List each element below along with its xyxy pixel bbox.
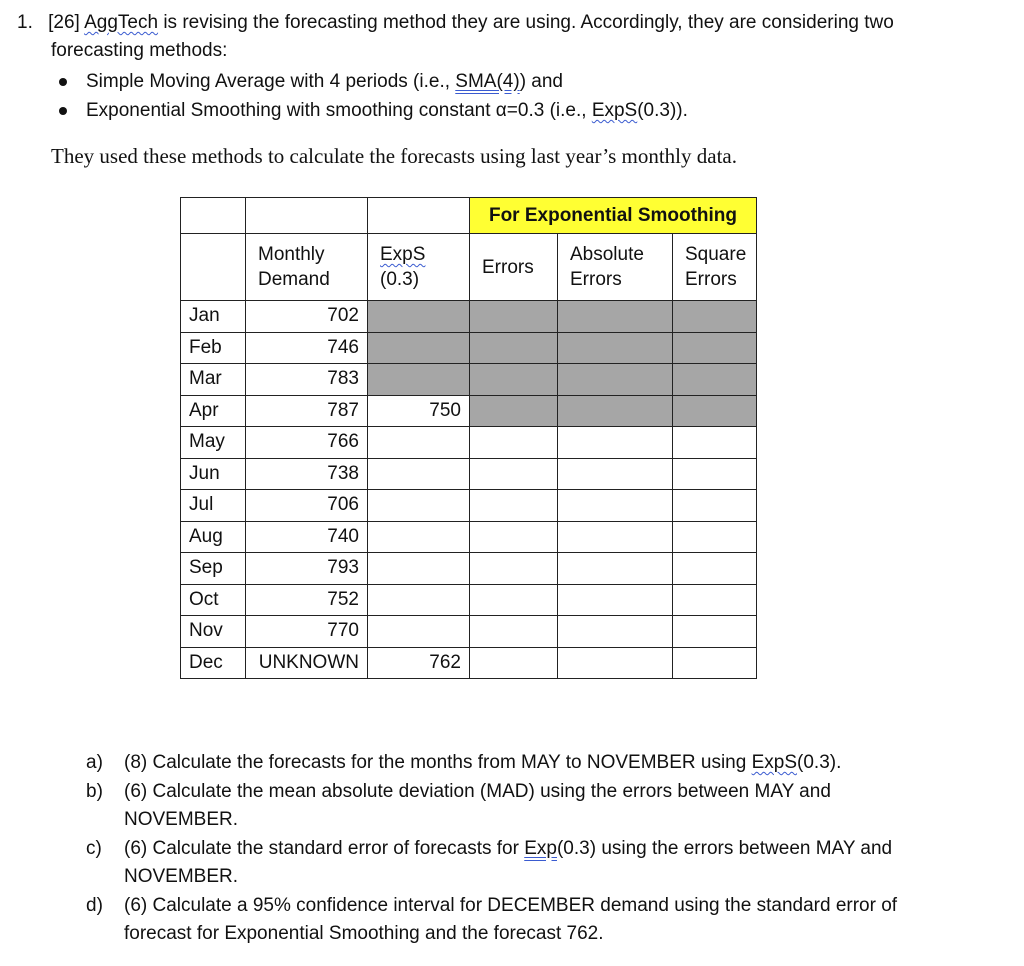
month-cell: May [181,427,246,459]
sq-error-cell [673,301,757,333]
bullet-sma-suffix: ) and [519,71,563,92]
question-intro-line2: forecasting methods: [51,40,228,61]
exps-header-line2: (0.3) [380,269,420,290]
question-intro: is revising the forecasting method they are using. Accordingly, they are considering two [163,12,894,33]
exps-cell [368,584,470,616]
exp-smoothing-group-header: For Exponential Smoothing [470,198,757,234]
abs-errors-header-line1: Absolute [570,244,644,265]
part-a-label: a) [86,752,103,773]
error-cell [470,332,558,364]
blank-cell [246,198,368,234]
exps-cell [368,616,470,648]
question-header [17,10,894,36]
exps-code: ExpS [591,100,638,121]
abs-error-cell [558,458,673,490]
exps-cell [368,458,470,490]
table-row [181,332,757,364]
demand-header [246,234,368,301]
table-row [181,553,757,585]
part-d [86,892,986,948]
sq-error-cell [673,647,757,679]
sub-questions [86,749,986,949]
part-c [86,835,986,891]
sq-errors-header [673,234,757,301]
month-cell: Oct [181,584,246,616]
table-row [181,490,757,522]
abs-error-cell [558,332,673,364]
part-b-line2: NOVEMBER. [124,809,239,830]
table-row [181,427,757,459]
part-b-line1: (6) Calculate the mean absolute deviation (MAD) using the errors between MAY and [124,781,831,802]
part-a [86,749,986,777]
month-cell: Dec [181,647,246,679]
error-cell [470,301,558,333]
abs-error-cell [558,427,673,459]
data-sentence: They used these methods to calculate the forecasts using last year’s monthly data. [51,144,737,168]
abs-error-cell [558,647,673,679]
demand-header-line1: Monthly [258,244,325,265]
error-cell [470,427,558,459]
exps-cell: 750 [368,395,470,427]
error-cell [470,490,558,522]
part-c-label: c) [86,838,102,859]
table-row [181,395,757,427]
exps-cell [368,364,470,396]
month-cell: Mar [181,364,246,396]
abs-error-cell [558,553,673,585]
error-cell [470,364,558,396]
bullet-sma [86,69,563,95]
sma-code: SMA(4) [455,71,520,92]
bullet-exps-text: Exponential Smoothing with smoothing constant α=0.3 (i.e., [86,100,592,121]
part-c-text: (6) Calculate the standard error of forecasts for [124,838,525,859]
sq-error-cell [673,616,757,648]
month-cell: Nov [181,616,246,648]
exps-cell [368,490,470,522]
month-cell: Feb [181,332,246,364]
table-row [181,458,757,490]
blank-cell [181,198,246,234]
sq-error-cell [673,458,757,490]
month-cell: Aug [181,521,246,553]
table-row [181,364,757,396]
table-row [181,584,757,616]
question-number: 1. [17,12,33,33]
error-cell [470,584,558,616]
table-row [181,616,757,648]
abs-error-cell [558,395,673,427]
error-cell [470,521,558,553]
exps-cell [368,521,470,553]
part-d-line1: (6) Calculate a 95% confidence interval for DECEMBER demand using the standard error of [124,895,898,916]
abs-errors-header-line2: Errors [570,269,622,290]
bullet-dot [59,107,67,115]
sq-error-cell [673,427,757,459]
table-row [181,521,757,553]
error-cell [470,647,558,679]
exps-cell [368,332,470,364]
part-b-label: b) [86,781,103,802]
abs-error-cell [558,490,673,522]
exps-cell: 762 [368,647,470,679]
forecast-table [180,197,757,679]
sq-error-cell [673,553,757,585]
part-a-text: (8) Calculate the forecasts for the months from MAY to NOVEMBER using [124,752,752,773]
bullet-exps [86,98,688,124]
part-a-suffix: (0.3). [797,752,842,773]
sq-error-cell [673,521,757,553]
part-b [86,778,986,834]
sq-error-cell [673,332,757,364]
bullet-sma-text: Simple Moving Average with 4 periods (i.e., [86,71,456,92]
demand-cell: 706 [246,490,368,522]
table-row [181,647,757,679]
error-cell [470,553,558,585]
error-cell [470,458,558,490]
month-cell: Sep [181,553,246,585]
demand-cell: 752 [246,584,368,616]
month-cell: Jun [181,458,246,490]
bullet-dot [59,78,67,86]
table-row [181,301,757,333]
month-cell: Apr [181,395,246,427]
exps-cell [368,427,470,459]
part-c-suffix: (0.3) using the errors between MAY and [556,838,893,859]
abs-error-cell [558,301,673,333]
sq-errors-header-line1: Square [685,244,747,265]
blank-cell [368,198,470,234]
abs-error-cell [558,521,673,553]
company-name: AggTech [84,12,159,33]
abs-errors-header [558,234,673,301]
demand-cell: 740 [246,521,368,553]
sq-error-cell [673,584,757,616]
demand-cell: 783 [246,364,368,396]
demand-cell: 793 [246,553,368,585]
abs-error-cell [558,364,673,396]
demand-cell: UNKNOWN [246,647,368,679]
demand-cell: 766 [246,427,368,459]
sq-error-cell [673,490,757,522]
exps-cell [368,301,470,333]
errors-header: Errors [470,234,558,301]
error-cell [470,616,558,648]
demand-cell: 746 [246,332,368,364]
sq-errors-header-line2: Errors [685,269,737,290]
demand-cell: 738 [246,458,368,490]
demand-cell: 770 [246,616,368,648]
demand-header-line2: Demand [258,269,330,290]
month-cell: Jan [181,301,246,333]
month-cell: Jul [181,490,246,522]
blank-cell [181,234,246,301]
part-d-line2: forecast for Exponential Smoothing and the forecast 762. [124,923,604,944]
part-c-line2: NOVEMBER. [124,866,239,887]
part-a-code: ExpS [751,752,798,773]
question-points: [26] [48,12,80,33]
sq-error-cell [673,364,757,396]
part-c-code: Exp [524,838,557,859]
demand-cell: 702 [246,301,368,333]
abs-error-cell [558,616,673,648]
demand-cell: 787 [246,395,368,427]
part-d-label: d) [86,895,103,916]
sq-error-cell [673,395,757,427]
exps-header-line1: ExpS [380,244,426,265]
exps-cell [368,553,470,585]
bullet-exps-suffix: (0.3)). [637,100,688,121]
error-cell [470,395,558,427]
exps-header [368,234,470,301]
abs-error-cell [558,584,673,616]
